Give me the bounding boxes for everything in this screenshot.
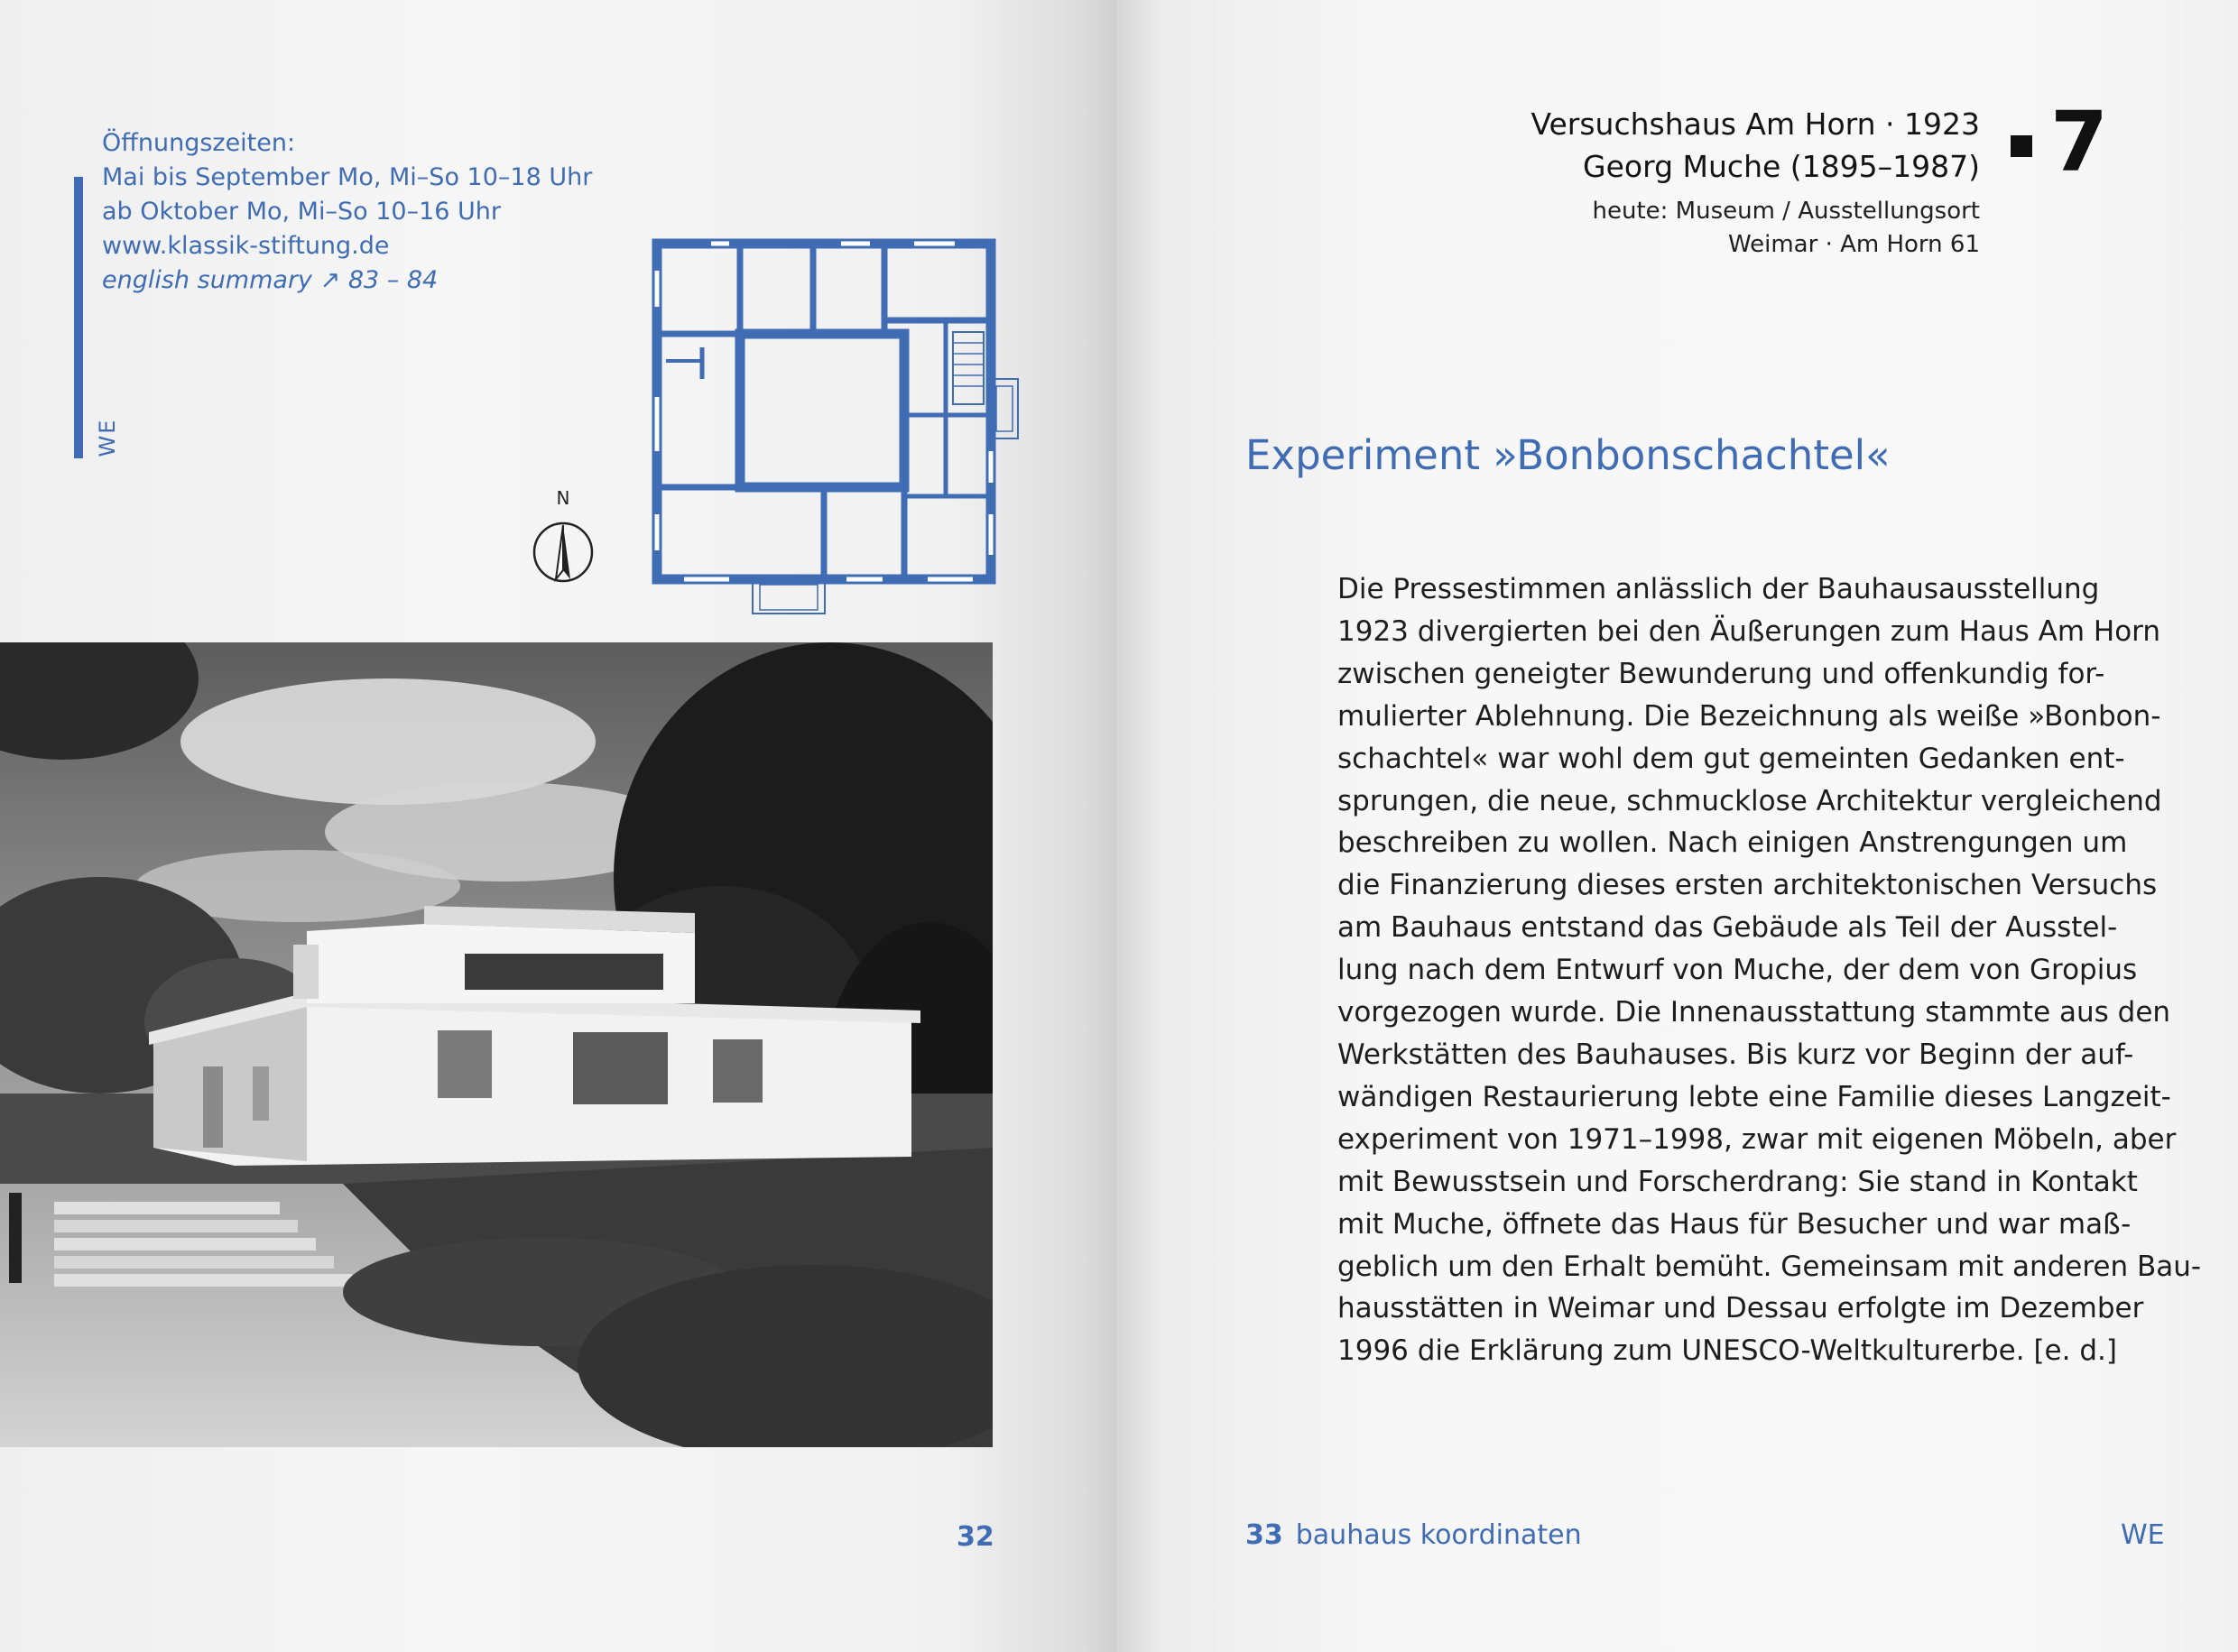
north-arrow [527, 487, 599, 586]
body-line: experiment von 1971–1998, zwar mit eigenen Möbeln, aber [1337, 1122, 2177, 1156]
body-line: schachtel« war wohl dem gut gemeinten Gedanken ent- [1337, 742, 2125, 775]
site-title: Versuchshaus Am Horn · 1923 [1531, 106, 1980, 142]
english-summary-reference[interactable]: english summary ↗ 83 – 84 [102, 266, 439, 294]
opening-hours-block [102, 126, 592, 298]
body-line: wändigen Restaurierung lebte eine Familie dieses Langzeit- [1337, 1080, 2171, 1113]
body-line: mulierter Ablehnung. Die Bezeichnung als weiße »Bonbon- [1337, 699, 2161, 733]
body-line: geblich um den Erhalt bemüht. Gemeinsam mit anderen Bau- [1337, 1250, 2202, 1283]
body-line: hausstätten in Weimar und Dessau erfolgte im Dezember [1337, 1292, 2144, 1325]
body-line: mit Muche, öffnete das Haus für Besucher und war maß- [1337, 1207, 2132, 1241]
body-line: Die Pressestimmen anlässlich der Bauhausausstellung [1337, 573, 2100, 605]
info-accent-bar [74, 177, 83, 458]
side-code-label: WE [95, 418, 120, 457]
address: Weimar · Am Horn 61 [1727, 231, 1980, 258]
body-line: vorgezogen wurde. Die Innenausstattung stammte aus den [1337, 996, 2171, 1029]
body-line: mit Bewusstsein und Forscherdrang: Sie stand in Kontakt [1337, 1165, 2138, 1198]
article-headline: Experiment »Bonbonschachtel« [1245, 431, 1891, 479]
body-line: 1996 die Erklärung zum UNESCO-Weltkulturerbe. [e. d.] [1337, 1334, 2117, 1368]
page-number-left: 32 [957, 1521, 994, 1553]
opening-hours-winter: ab Oktober Mo, Mi–So 10–16 Uhr [102, 198, 501, 226]
body-line: die Finanzierung dieses ersten architektonischen Versuchs [1337, 869, 2158, 902]
opening-hours-summer: Mai bis September Mo, Mi–So 10–18 Uhr [102, 163, 593, 191]
body-line: zwischen geneigter Bewunderung und offenkundig for- [1337, 657, 2105, 690]
body-line: beschreiben zu wollen. Nach einigen Anstrengungen um [1337, 826, 2128, 860]
compass-icon [531, 520, 603, 592]
north-label: N [556, 487, 570, 509]
body-line: 1923 divergierten bei den Äußerungen zum Haus Am Horn [1337, 614, 2161, 648]
site-header [1531, 103, 1980, 262]
site-number: 7 [2050, 94, 2109, 190]
left-page [0, 0, 1117, 1652]
article-body [1337, 568, 2202, 1372]
site-number-marker [2011, 135, 2032, 157]
house-photo [0, 642, 993, 1447]
body-line: sprungen, die neue, schmucklose Architektur vergleichend [1337, 784, 2162, 817]
footer-code: WE [2121, 1519, 2165, 1551]
architect-name: Georg Muche (1895–1987) [1583, 149, 1980, 184]
body-line: am Bauhaus entstand das Gebäude als Teil der Ausstel- [1337, 911, 2118, 945]
footer-right [1245, 1519, 1582, 1551]
opening-hours-heading: Öffnungszeiten: [102, 129, 296, 157]
body-line: lung nach dem Entwurf von Muche, der dem von Gropius [1337, 954, 2138, 987]
floor-plan [648, 235, 1027, 618]
current-use: heute: Museum / Ausstellungsort [1592, 198, 1980, 225]
page-number-right: 33 [1245, 1519, 1283, 1551]
publication-title: bauhaus koordinaten [1295, 1519, 1582, 1551]
body-line: Werkstätten des Bauhauses. Bis kurz vor Beginn der auf- [1337, 1038, 2134, 1071]
website-link[interactable]: www.klassik-stiftung.de [102, 232, 390, 260]
